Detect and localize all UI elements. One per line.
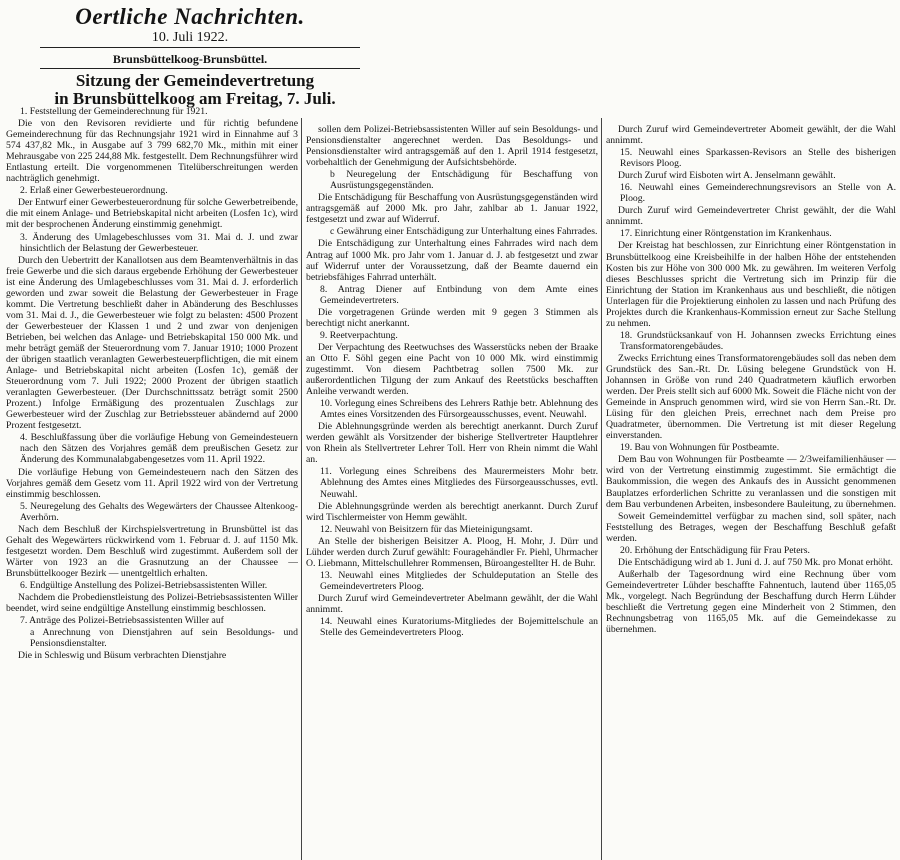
article-paragraph: Die vorgetragenen Gründe werden mit 9 gegen 3 Stimmen als berechtigt nicht anerkannt. [306, 306, 598, 329]
agenda-item-heading: c Gewährung einer Entschädigung zur Unterhaltung eines Fahrrades. [330, 226, 598, 238]
article-paragraph: Zwecks Errichtung eines Transformatorengebäudes soll das neben dem Grundstück des San.-Rt. Dr. Lüsing belegene Grundstück von H. Johannsen in Größe von rund 240 Quadratmetern käuflich erworben werden. Der Preis stellt sich auf 6000 Mk. Soweit die Fläche nicht von der Gemeinde in Anspruch genommen wird, wird sie von Herrn San.-Rt. Dr. Lüsing für den gleichen Preis, errechnet nach dem Preise pro Quadratmeter, übernommen. Die Vertretung ist mit dieser Regelung einverstanden. [606, 352, 896, 442]
article-paragraph: Durch Zuruf wird Eisboten wirt A. Jenselmann gewählt. [618, 170, 836, 182]
article-paragraph: sollen dem Polizei-Betriebsassistenten Willer auf sein Besoldungs- und Pensionsdienstalter angerechnet werden. Das Besoldungs- und Pensionsdienstalter wird antragsgemäß auf den 1. April 1914 festgesetzt, vorbehaltlich der Genehmigung der Aufsichtsbehörde. [306, 124, 598, 169]
agenda-item-heading: 16. Neuwahl eines Gemeinderechnungsrevisors an Stelle von A. Ploog. [620, 182, 896, 205]
agenda-item-heading: 11. Vorlegung eines Schreibens des Maurermeisters Mohr betr. Ablehnung des Amtes eines Mitgliedes des Fürsorgeausschusses, evtl. Neuwahl. [320, 466, 598, 500]
article-paragraph: Durch Zuruf wird Gemeindevertreter Christ gewählt, der die Wahl annimmt. [606, 205, 896, 228]
article-paragraph: Dem Bau von Wohnungen für Postbeamte — 2/3weifamilienhäuser — wird von der Vertretung einstimmig zugestimmt. Sie ermächtigt die Baukommission, die wegen des Ankaufs des in Aussicht genommenen Bauplatzes erforderlichen Schritte zu veranlassen und die sonstigen mit dem Bau verbundenen Arbeiten, insbesondere Bauleitung, zu übernehmen. [606, 454, 896, 510]
section-rule [40, 68, 360, 69]
agenda-item-heading: 5. Neuregelung des Gehalts des Wegewärters der Chaussee Altenkoog-Averhörn. [20, 500, 298, 523]
agenda-item-heading: 12. Neuwahl von Beisitzern für das Mieteinigungsamt. [320, 523, 533, 535]
article-paragraph: Die vorläufige Hebung von Gemeindesteuern nach den Sätzen des Vorjahres gemäß dem Gesetz vom 11. April 1922 wird von der Vertretung einstimmig beschlossen. [6, 466, 298, 500]
agenda-item-heading: 3. Änderung des Umlagebeschlusses vom 31. Mai d. J. und zwar hinsichtlich der Belastung der Gewerbesteuer. [20, 231, 298, 254]
article-paragraph: Soweit Gemeindemittel verfügbar zu machen sind, soll später, nach Feststellung des Betrages, wegen der Beschaffung Beschluß gefaßt werden. [606, 510, 896, 544]
article-paragraph: Die Entschädigung für Beschaffung von Ausrüstungsgegenständen wird antragsgemäß auf 2000 Mk. pro Jahr, zahlbar ab 1. Januar 1922, festgesetzt und zwar auf Widerruf. [306, 192, 598, 226]
article-paragraph: Der Entwurf einer Gewerbesteuerordnung für solche Gewerbetreibende, die mit einem Anlage- und Betriebskapital nicht arbeiten (Losfen 1c), wird mit der besprochenen Änderung einstimmig genehmigt. [6, 197, 299, 231]
article-paragraph: Außerhalb der Tagesordnung wird eine Rechnung über vom Gemeindevertreter Lühder beschaffte Fahnentuch, lautend über 1165,05 Mk., vorgelegt. Nach Begründung der Beschaffung durch Herrn Lühder beschließt die Vertretung gegen eine Minderheit von 2 Stimmen, den Rechnungsbetrag von 1165,05 Mk. auf die Gemeindekasse zu übernehmen. [606, 568, 896, 636]
article-paragraph: Die Ablehnungsgründe werden als berechtigt anerkannt. Durch Zuruf wird Tischlermeister von Hemm gewählt. [306, 500, 598, 523]
article-paragraph: Der Kreistag hat beschlossen, zur Einrichtung einer Röntgenstation in Brunsbüttelkoog eine Kreisbeihilfe in der halben Höhe der entstehenden Kosten bis zur Höhe von 300 000 Mk. zu gewähren. Im weiteren Verfolg dieses Beschlusses spricht die Vertretung sich im Prinzip für die Einrichtung der Station im Krankenhaus aus und beschließt, die nötigen Unterlagen für die Projektierung einholen zu lassen und nach Prüfung des Projektes durch die Krankenhaus-Kommission erneut zur Sache Stellung zu nehmen. [606, 240, 896, 329]
agenda-item-heading: 9. Reetverpachtung. [320, 329, 398, 341]
article-column-3 [606, 124, 896, 636]
agenda-item-heading: 7. Anträge des Polizei-Betriebsassistenten Willer auf [20, 615, 224, 627]
agenda-item-heading: a Anrechnung von Dienstjahren auf sein Besoldungs- und Pensionsdienstalter. [30, 627, 298, 650]
headline-line-2: in Brunsbüttelkoog am Freitag, 7. Juli. [54, 89, 336, 108]
article-column-1 [6, 106, 298, 662]
agenda-item-heading: 13. Neuwahl eines Mitgliedes der Schuldeputation an Stelle des Gemeindevertreters Ploog. [320, 569, 598, 592]
headline-line-1: Sitzung der Gemeindevertretung [75, 71, 315, 90]
column-divider [301, 118, 302, 860]
agenda-item-heading: 6. Endgültige Anstellung des Polizei-Betriebsassistenten Willer. [20, 579, 268, 591]
article-paragraph: Durch Zuruf wird Gemeindevertreter Abomeit gewählt, der die Wahl annimmt. [606, 124, 896, 147]
agenda-item-heading: b Neuregelung der Entschädigung für Beschaffung von Ausrüstungsgegenständen. [330, 169, 598, 192]
article-paragraph: Durch Zuruf wird Gemeindevertreter Abelmann gewählt, der die Wahl annimmt. [306, 592, 598, 615]
agenda-item-heading: 19. Bau von Wohnungen für Postbeamte. [620, 442, 780, 454]
article-paragraph: Die Ablehnungsgründe werden als berechtigt anerkannt. Durch Zuruf werden gewählt als Vorsitzender der bisherige Stellvertreter Hauptlehrer von Rhein als Stellvertreter Lehrer Toll. Herr von Rhein nimmt die Wahl an. [306, 421, 598, 466]
article-paragraph: Die von den Revisoren revidierte und für richtig befundene Gemeinderechnung für das Rechnungsjahr 1921 wird in Einnahme auf 3 574 437,82 Mk., in Ausgabe auf 3 799 682,70 Mk., mithin mit einer Mehrausgabe von 225 244,88 Mk. festgestellt. Dem Rechnungsführer wird Entlastung erteilt. Die vorgenommenen Titelüberschreitungen werden nachträglich genehmigt. [6, 118, 298, 185]
masthead-title: Oertliche Nachrichten. [75, 4, 305, 29]
article-paragraph: Der Verpachtung des Reetwuchses des Wasserstücks neben der Braake an Otto F. Söhl gegen eine Pacht von 10 000 Mk. wird einstimmig zugestimmt. Von diesem Pachtbetrag sollen 7500 Mk. zur außerordentlichen Tilgung der zum Ankauf des Reetstücks beschafften Anleihe verwandt werden. [306, 341, 598, 398]
masthead [0, 4, 380, 46]
column-divider [601, 118, 602, 860]
agenda-item-heading: 1. Feststellung der Gemeinderechnung für 1921. [20, 106, 208, 117]
article-paragraph: Nachdem die Probedienstleistung des Polizei-Betriebsassistenten Willer beendet, wird seine endgültige Anstellung einstimmig beschlossen. [6, 592, 298, 615]
agenda-item-heading: 15. Neuwahl eines Sparkassen-Revisors an Stelle des bisherigen Revisors Ploog. [620, 147, 896, 170]
agenda-item-heading: 17. Einrichtung einer Röntgenstation im Krankenhaus. [620, 228, 832, 240]
article-headline [30, 72, 360, 108]
article-paragraph: Durch den Uebertritt der Kanallotsen aus dem Beamtenverhältnis in das freie Gewerbe und die sich daraus ergebende Erhöhung der Gewerbesteuer ist eine Änderung des Umlagebeschlusses vom 31. Mai d. J. erforderlich geworden und zwar soweit die Belastung der Gewerbesteuer in Frage kommt. Die Vertretung beschließt daher in Abänderung des Beschlusses vom 31. Mai d. J., die Gewerbesteuer wie folgt zu belasten: 4500 Prozent der Gewerbesteuer der Klassen 1 und 2 und zwar von denjenigen Betrieben, bei welchen das Anlage- und Betriebskapital 150 000 Mk. und mehr beträgt gemäß der Steuerordnung vom 7. Januar 1910; 1000 Prozent der übrigen staatlich veranlagten Gewerbesteuerpflichtigen, die mit einem Anlage- und Betriebskapital nicht arbeiten (Losfen 1c), gemäß der Steuerordnung vom 7. Juli 1922; 2000 Prozent der übrigen staatlich veranlagten Gewerbesteuer. (Der Durchschnittssatz beträgt somit 2500 Prozent.) Infolge Ermäßigung des prozentualen Zuschlags zur Gewerbesteuer wird der Zuschlag zur Betriebssteuer abändernd auf 2000 Prozent festgesetzt. [6, 254, 298, 432]
article-column-2 [306, 124, 598, 639]
agenda-item-heading: 18. Grundstücksankauf von H. Johannsen zwecks Errichtung eines Transformatorengebäudes. [620, 329, 896, 352]
section-heading: Brunsbüttelkoog-Brunsbüttel. [112, 52, 268, 66]
article-paragraph: Die Entschädigung wird ab 1. Juni d. J. auf 750 Mk. pro Monat erhöht. [618, 556, 893, 568]
masthead-date: 10. Juli 1922. [151, 30, 229, 45]
article-paragraph: Nach dem Beschluß der Kirchspielsvertretung in Brunsbüttel ist das Gehalt des Wegewärters rückwirkend vom 1. Februar d. J. auf 1150 Mk. festgesetzt worden. Dem Beschluß wird zugestimmt. Außerdem soll der Wärter von 1923 an die Grasnutzung an der Chaussee — Brunsbüttelkooger Bezirk — unentgeltlich erhalten. [6, 523, 298, 579]
masthead-rule [40, 47, 360, 48]
agenda-item-heading: 20. Erhöhung der Entschädigung für Frau Peters. [620, 544, 810, 556]
agenda-item-heading: 2. Erlaß einer Gewerbesteuerordnung. [20, 185, 168, 197]
article-paragraph: An Stelle der bisherigen Beisitzer A. Ploog, H. Mohr, J. Dürr und Lühder werden durch Zuruf gewählt: Fouragehändler Fr. Piehl, Uhrmacher O. Liebmann, Mittelschullehrer Rommensen, Büroangestellter H. de Buhr. [306, 535, 598, 569]
agenda-item-heading: 4. Beschlußfassung über die vorläufige Hebung von Gemeindesteuern nach den Sätzen des Vorjahres gemäß dem preußischen Gesetz zur Änderung des Kommunalabgabengesetzes vom 11. April 1922. [20, 432, 298, 466]
agenda-item-heading: 8. Antrag Diener auf Entbindung von dem Amte eines Gemeindevertreters. [320, 283, 598, 306]
agenda-item-heading: 10. Vorlegung eines Schreibens des Lehrers Rathje betr. Ablehnung des Amtes eines Vorsitzenden des Fürsorgeausschusses, event. Neuwahl. [320, 398, 598, 421]
agenda-item-heading: 14. Neuwahl eines Kuratoriums-Mitgliedes der Bojemittelschule an Stelle des Gemeindevertreters Ploog. [320, 616, 598, 639]
article-paragraph: Die Entschädigung zur Unterhaltung eines Fahrrades wird nach dem Antrag auf 1000 Mk. pro Jahr vom 1. Januar d. J. ab festgesetzt und zwar auf Widerruf unter der Voraussetzung, daß der Beamte dauernd ein betriebsfähiges Fahrrad unterhält. [306, 238, 598, 283]
article-paragraph: Die in Schleswig und Büsum verbrachten Dienstjahre [18, 650, 227, 662]
